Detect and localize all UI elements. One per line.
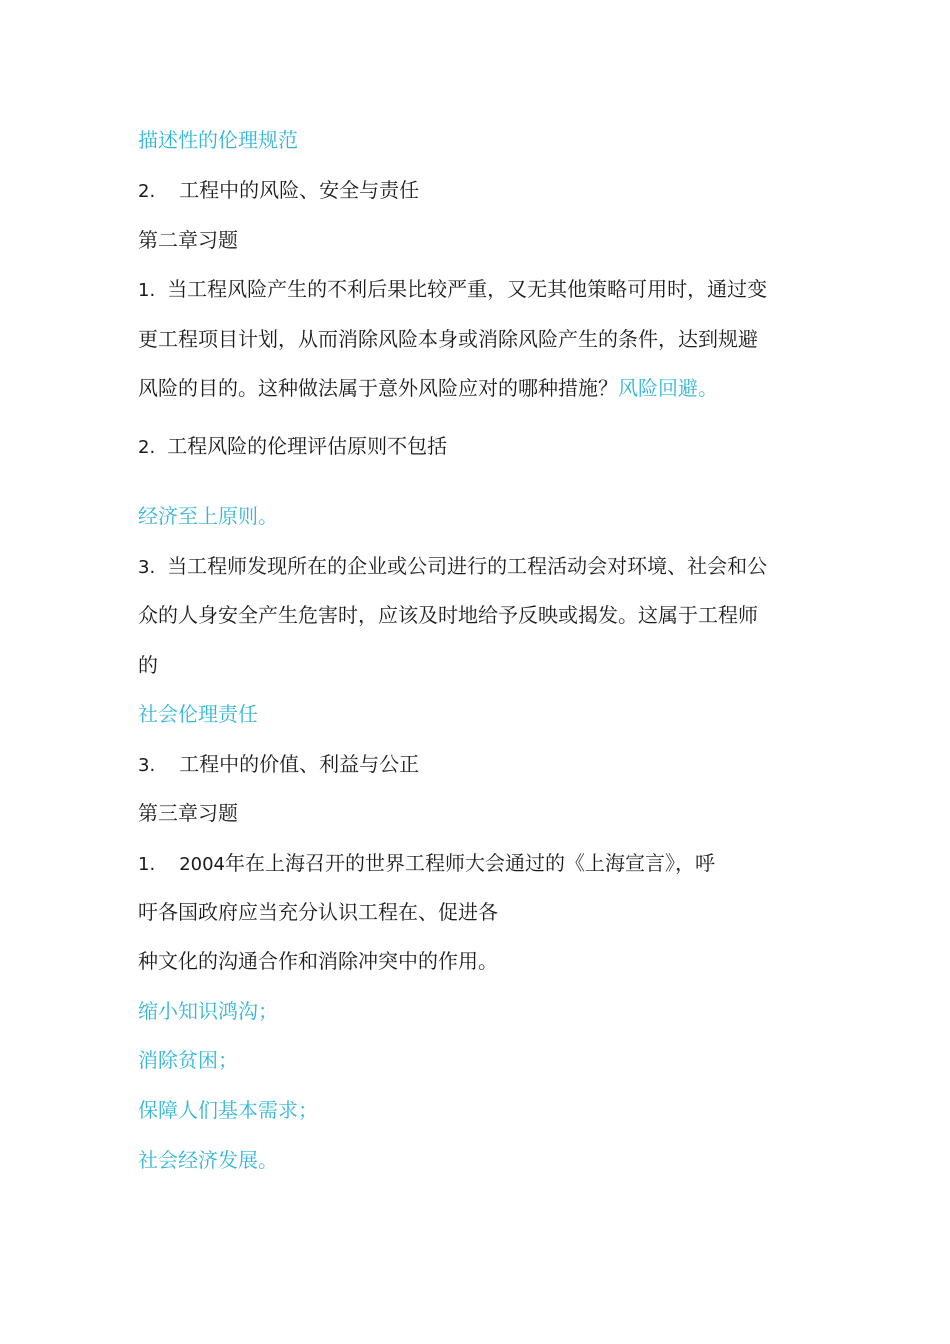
question-3-1-line-1 [138, 849, 715, 879]
question-3-1-line-2: 吁各国政府应当充分认识工程在、促进各 [138, 900, 498, 924]
section-2-title: 工程中的风险、安全与责任 [179, 178, 420, 202]
question-2-1-line-1 [138, 275, 767, 305]
section-2-number: 2. [138, 181, 156, 202]
question-3-1-answer-1: 缩小知识鸿沟； [138, 999, 278, 1023]
question-2-1-line-2: 更工程项目计划，从而消除风险本身或消除风险产生的条件，达到规避 [138, 327, 758, 351]
question-3-1-answer-2: 消除贫困； [138, 1048, 238, 1072]
question-2-1-answer: 风险回避。 [618, 376, 718, 400]
question-2-2-text: 工程风险的伦理评估原则不包括 [167, 434, 448, 458]
question-2-1-text-3: 风险的目的。这种做法属于意外风险应对的哪种措施？ [138, 376, 618, 400]
section-3-heading [138, 750, 419, 780]
heading-descriptive-ethics: 描述性的伦理规范 [138, 128, 298, 152]
chapter-2-title: 第二章习题 [138, 228, 238, 252]
question-2-1-number: 1. [138, 280, 156, 301]
question-3-1-line-3: 种文化的沟通合作和消除冲突中的作用。 [138, 949, 498, 973]
question-2-2 [138, 432, 447, 462]
question-2-3-text-1: 当工程师发现所在的企业或公司进行的工程活动会对环境、社会和公 [167, 554, 768, 578]
question-3-1-answer-3: 保障人们基本需求； [138, 1098, 318, 1122]
question-3-1-answer-4: 社会经济发展。 [138, 1148, 278, 1172]
question-2-3-line-3: 的 [138, 653, 158, 677]
section-2-heading [138, 176, 419, 206]
question-2-3-answer: 社会伦理责任 [138, 702, 258, 726]
question-2-1-line-3 [138, 374, 718, 402]
question-3-1-number: 1. [138, 854, 156, 875]
question-3-1-text-1: 年在上海召开的世界工程师大会通过的《上海宣言》，呼 [225, 851, 715, 875]
question-2-3-line-2: 众的人身安全产生危害时，应该及时地给予反映或揭发。这属于工程师 [138, 603, 758, 627]
question-2-3-line-1 [138, 552, 767, 582]
question-2-3-number: 3. [138, 557, 156, 578]
section-3-number: 3. [138, 755, 156, 776]
chapter-3-title: 第三章习题 [138, 801, 238, 825]
question-3-1-year: 2004 [179, 854, 225, 875]
question-2-2-number: 2. [138, 437, 156, 458]
question-2-1-text-1: 当工程风险产生的不利后果比较严重，又无其他策略可用时，通过变 [167, 277, 768, 301]
question-2-2-answer: 经济至上原则。 [138, 504, 278, 528]
section-3-title: 工程中的价值、利益与公正 [179, 752, 420, 776]
